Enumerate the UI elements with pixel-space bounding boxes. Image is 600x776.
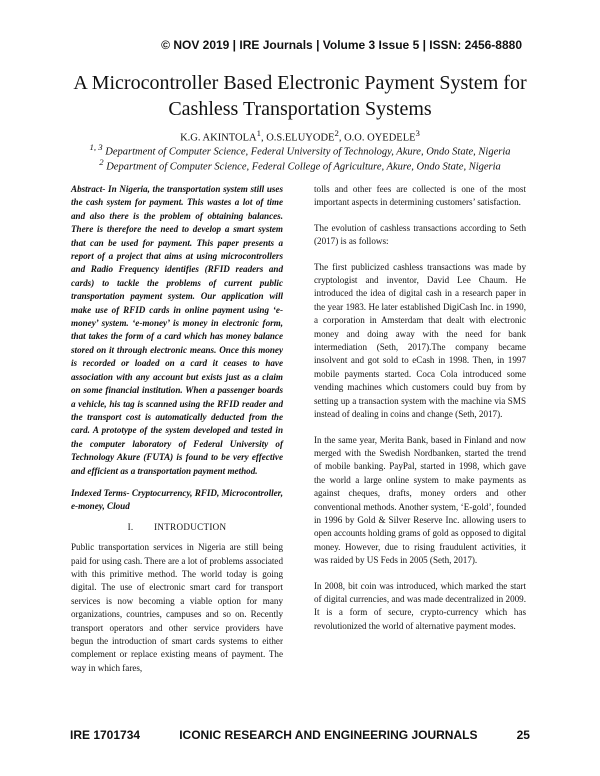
title-line-1: A Microcontroller Based Electronic Payment System for xyxy=(73,72,527,94)
affiliation-text: Department of Computer Science, Federal College of Agriculture, Akure, Ondo State, Nigeria xyxy=(106,161,501,173)
section-title: INTRODUCTION xyxy=(154,521,227,532)
affiliation xyxy=(0,157,600,173)
author-list: K.G. AKINTOLA$^1$, O.S.ELUYODE$^2$, O.O. OYEDELE$^3$ xyxy=(180,128,420,144)
author-sup: 2 xyxy=(334,128,339,138)
author-name: O.O. OYEDELE xyxy=(344,132,416,144)
footer-journal: ICONIC RESEARCH AND ENGINEERING JOURNALS xyxy=(179,728,478,742)
section-heading xyxy=(71,521,283,534)
section-number: I. xyxy=(127,521,134,532)
affiliation-sup: 1, 3 xyxy=(89,142,103,152)
author-sup: 3 xyxy=(415,128,420,138)
left-column xyxy=(71,183,283,687)
keywords xyxy=(71,487,283,514)
page-footer xyxy=(70,728,530,742)
author-name: K.G. AKINTOLA xyxy=(180,132,257,144)
author-sup: 1 xyxy=(256,128,261,138)
right-column xyxy=(314,183,526,645)
paper-title xyxy=(0,70,600,122)
body-paragraph: The evolution of cashless transactions according to Seth (2017) is as follows: xyxy=(314,222,526,247)
author-name: O.S.ELUYODE xyxy=(266,132,335,144)
body-paragraph: In the same year, Merita Bank, based in Finland and now merged with the Swedish Nordbanken, started the trend of mobile banking. PayPal, started in 1998, which gave the world a large online system to make payments as against cheques, drafts, money orders and other conventional methods. Another system, ‘E-gold’, founded in 1996 by Gold & Silver Reserve Inc. allowing users to open accounts holding grams of gold as opposed to digital money. However, due to rising fraudulent activities, it was raided by US Feds in 2005 (Seth, 2017). xyxy=(314,434,526,566)
body-paragraph: The first publicized cashless transactions was made by cryptologist and inventor, David Lee Chaum. He introduced the idea of digital cash in a research paper in the year 1983. He later established DigiCash Inc. in 1990, a corporation in Amsterdam that dealt with electronic money and doing away with the need for bank intermediation (Seth, 2017).The company became insolvent and got sold to eCash in 1998. Then, in 1997 mobile payments started. Coca Cola introduced some vending machines which customers could buy from by setting up a transaction system with the machine via SMS instead of dealing in coins and change (Seth, 2017). xyxy=(314,261,526,420)
abstract-label: Abstract- xyxy=(71,184,106,194)
affiliation-sup: 2 xyxy=(99,157,104,167)
footer-id: IRE 1701734 xyxy=(70,728,141,742)
body-paragraph: Public transportation services in Nigeria are still being paid for using cash. There are a lot of problems associated with this primitive method. The world today is going digital. The use of electronic smart card for transport services is now becoming a viable option for many organizations, countries, campuses and so on. Recently transport operators and other service providers have begun the introduction of smart cards systems to either complement or replace existing means of payment. The way in which fares, xyxy=(71,542,283,673)
affiliation-text: Department of Computer Science, Federal University of Technology, Akure, Ondo State, Nigeria xyxy=(105,146,511,158)
keywords-text: Cryptocurrency, RFID, Microcontroller, e-money, Cloud xyxy=(71,487,283,512)
abstract-text: In Nigeria, the transportation system still uses the cash system for payment. This wastes a lot of time and also there is the problem of obtaining balances. There is therefore the need to develop a smart system that can be used for payment. This paper presents a report of a project that aims at using microcontrollers and Radio Frequency identifies (RFID readers and cards) to tackle the problems of current public transportation payment system. Our application will make use of RFID cards in online payment using ‘e-money’ system. ‘e-money’ is money in electronic form, that takes the form of a card which has money balance stored on it through electronic means. Once this money is recorded or loaded on a card it ceases to have association with any account but exists just as a claim on some financial institution. When a passenger boards a vehicle, his tag is scanned using the RFID reader and the transport cost is automatically deducted from the card. A prototype of the system developed and tested in the computer laboratory of Federal University of Technology Akure (FUTA) is found to be very effective and efficient as a transportation payment method. xyxy=(71,184,284,476)
page-number: 25 xyxy=(516,728,530,742)
affiliation xyxy=(0,142,600,158)
body-paragraph: tolls and other fees are collected is one of the most important aspects in determining customers’ satisfaction. xyxy=(314,184,526,208)
title-line-2: Cashless Transportation Systems xyxy=(168,98,432,120)
journal-header: © NOV 2019 | IRE Journals | Volume 3 Issue 5 | ISSN: 2456-8880 xyxy=(161,38,522,52)
keywords-label: Indexed Terms- xyxy=(71,487,130,498)
abstract xyxy=(71,183,283,478)
body-paragraph: In 2008, bit coin was introduced, which marked the start of digital currencies, and was made decentralized in 2009. It is a form of secure, crypto-currency which has revolutionized the world of alternative payment modes. xyxy=(314,580,526,631)
